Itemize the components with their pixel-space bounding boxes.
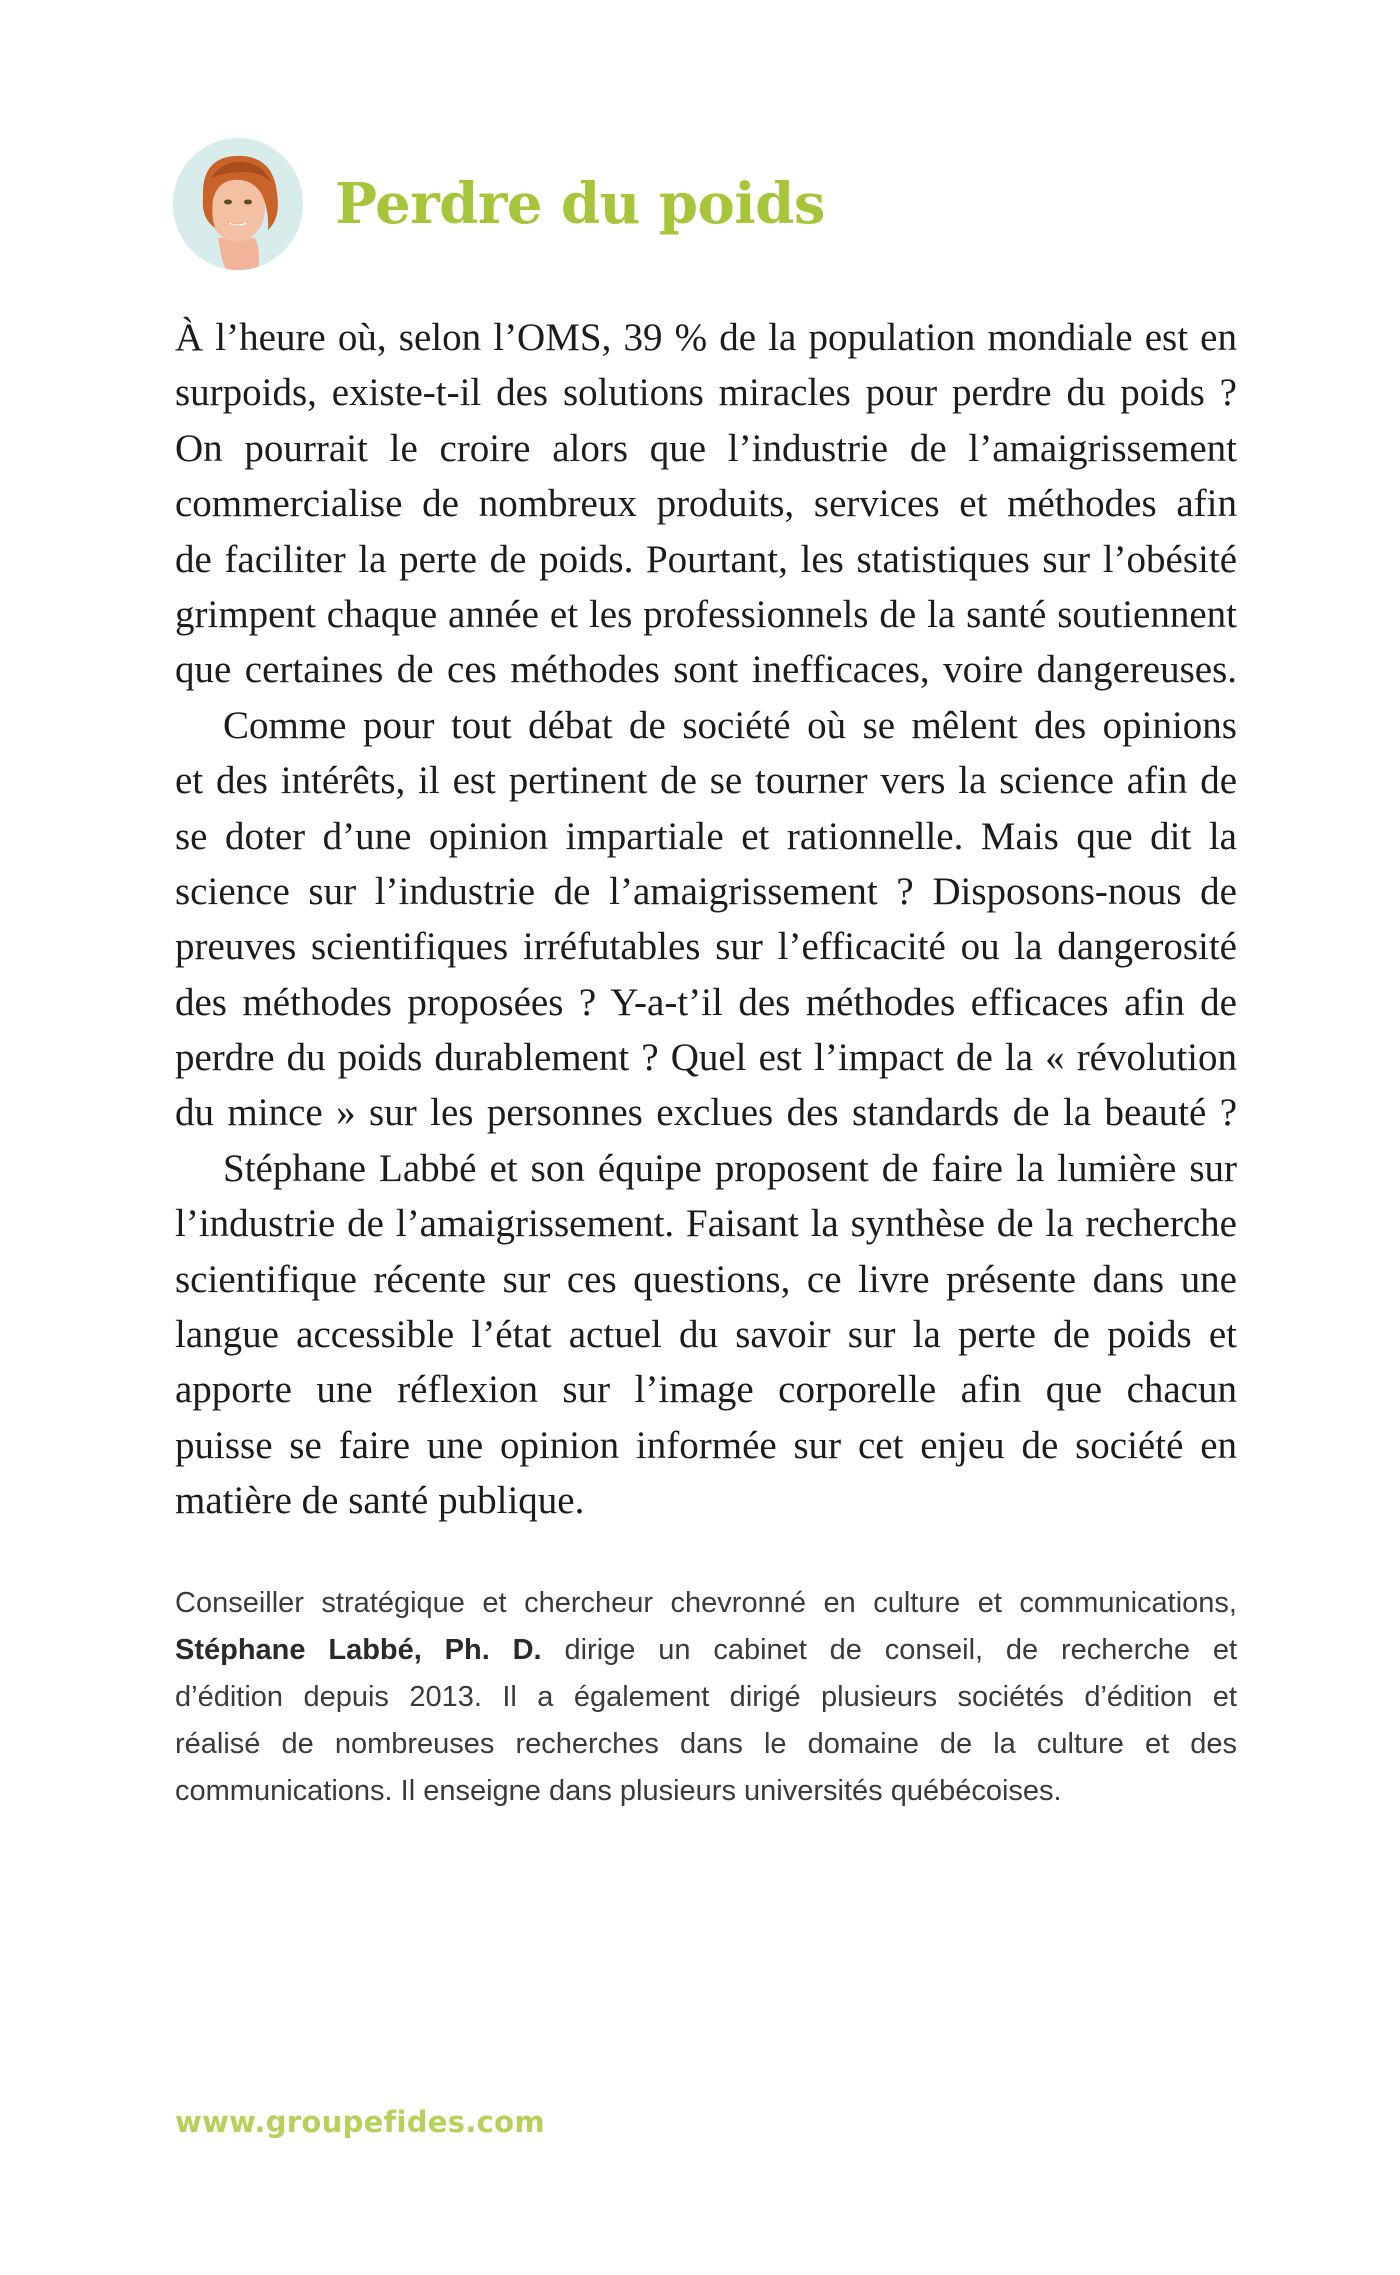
book-description [175, 310, 1237, 1529]
author-portrait-avatar [173, 138, 303, 270]
page-title: Perdre du poids [335, 171, 825, 237]
text-line: apporte une réflexion sur l’image corporelle afin que chacun [175, 1368, 1237, 1412]
text-line: que certaines de ces méthodes sont inefficaces, voire dangereuses. [175, 648, 1237, 692]
text-line: puisse se faire une opinion informée sur cet enjeu de société en [175, 1423, 1237, 1467]
paragraph-1 [175, 310, 1237, 698]
text-line: l’industrie de l’amaigrissement. Faisant la synthèse de la recherche [175, 1202, 1237, 1246]
text-line: preuves scientifiques irréfutables sur l’efficacité ou la dangerosité [175, 925, 1237, 969]
text-line: Comme pour tout débat de société où se mêlent des opinions [223, 703, 1237, 747]
publisher-website-link[interactable]: www.groupefides.com [175, 2105, 545, 2139]
bio-line: communications. Il enseigne dans plusieurs universités québécoises. [175, 1775, 1062, 1807]
author-bio [175, 1580, 1237, 1815]
text-line: scientifique récente sur ces questions, ce livre présente dans une [175, 1257, 1237, 1301]
author-name: Stéphane Labbé, Ph. D. [175, 1634, 542, 1666]
text-line: perdre du poids durablement ? Quel est l’impact de la « révolution [175, 1036, 1237, 1080]
text-line: langue accessible l’état actuel du savoir sur la perte de poids et [175, 1313, 1237, 1357]
paragraph-2 [175, 698, 1237, 1141]
text-line: se doter d’une opinion impartiale et rationnelle. Mais que dit la [175, 814, 1237, 858]
text-line: et des intérêts, il est pertinent de se tourner vers la science afin de [175, 759, 1237, 803]
bio-line-rest: dirige un cabinet de conseil, de recherche et [541, 1634, 1238, 1666]
text-line: commercialise de nombreux produits, services et méthodes afin [175, 482, 1237, 526]
text-line: À l’heure où, selon l’OMS, 39 % de la population mondiale est en [175, 316, 1237, 359]
text-line: des méthodes proposées ? Y-a-t’il des méthodes efficaces afin de [175, 980, 1237, 1024]
text-line: grimpent chaque année et les professionnels de la santé soutiennent [175, 592, 1237, 636]
text-line: Stéphane Labbé et son équipe proposent de faire la lumière sur [223, 1146, 1237, 1190]
paragraph-3 [175, 1141, 1237, 1529]
text-line: matière de santé publique. [175, 1479, 585, 1523]
text-line: de faciliter la perte de poids. Pourtant, les statistiques sur l’obésité [175, 537, 1237, 581]
bio-line: réalisé de nombreuses recherches dans le domaine de la culture et des [175, 1728, 1237, 1760]
bio-line: d’édition depuis 2013. Il a également dirigé plusieurs sociétés d’édition et [175, 1681, 1237, 1713]
bio-line: Conseiller stratégique et chercheur chevronné en culture et communications, [175, 1587, 1237, 1619]
woman-portrait-icon [173, 138, 303, 270]
text-line: science sur l’industrie de l’amaigrissement ? Disposons-nous de [175, 869, 1237, 913]
text-line: du mince » sur les personnes exclues des standards de la beauté ? [175, 1091, 1237, 1135]
text-line: On pourrait le croire alors que l’industrie de l’amaigrissement [175, 426, 1237, 470]
bio-line [175, 1627, 1237, 1674]
text-line: surpoids, existe-t-il des solutions miracles pour perdre du poids ? [175, 371, 1237, 415]
